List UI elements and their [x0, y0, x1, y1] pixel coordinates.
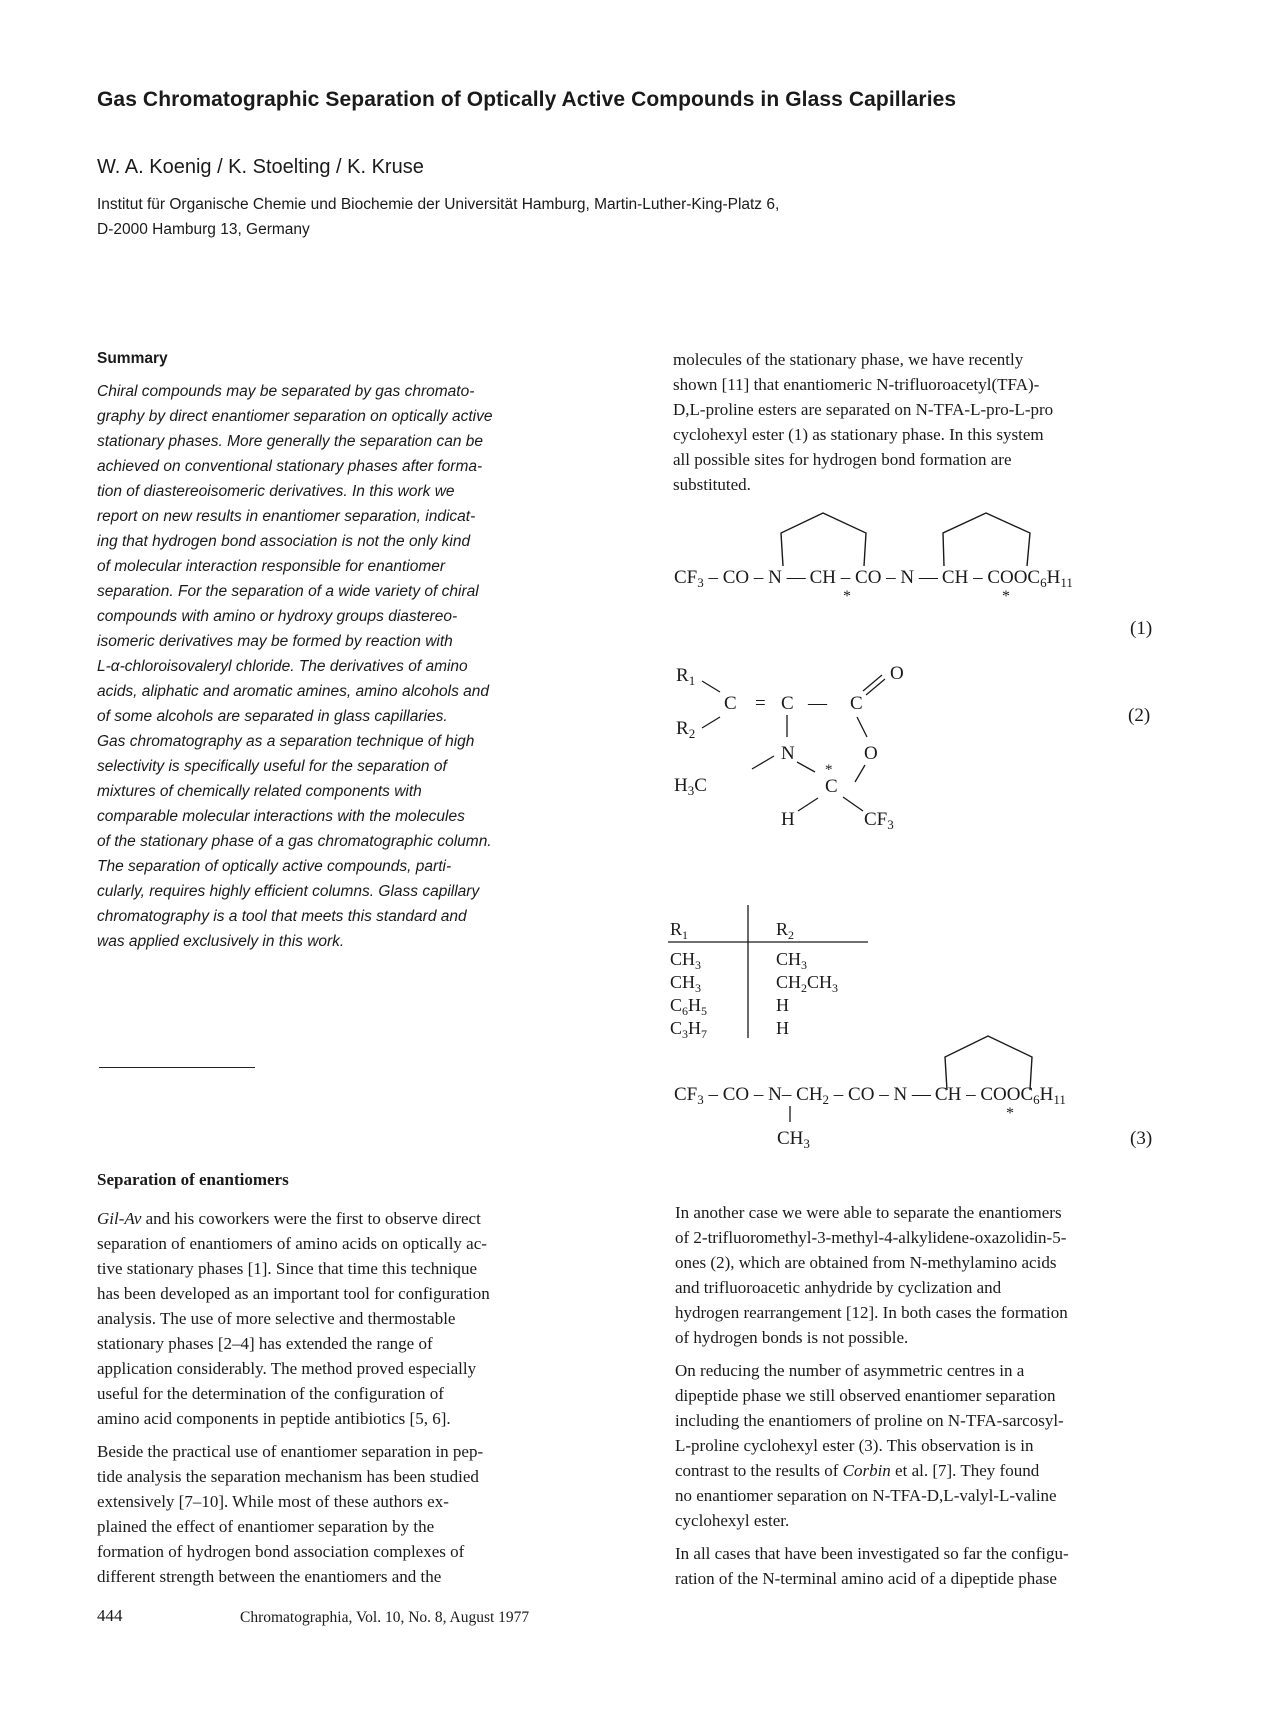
- chiral-star: *: [843, 588, 851, 605]
- body-line: all possible sites for hydrogen bond formation are: [673, 450, 1012, 469]
- body-line: Beside the practical use of enantiomer separation in pep-: [97, 1442, 484, 1461]
- body-line: has been developed as an important tool for configuration: [97, 1284, 490, 1303]
- single-bond: —: [808, 693, 827, 714]
- body-line: of hydrogen bonds is not possible.: [675, 1328, 909, 1347]
- summary-line: mixtures of chemically related components with: [97, 783, 422, 800]
- author-name-italic: Corbin: [842, 1461, 891, 1480]
- structural-formula-2: [660, 655, 1180, 835]
- chiral-star: *: [1006, 1105, 1014, 1122]
- affiliation-line-1: Institut für Organische Chemie und Biochemie der Universität Hamburg, Martin-Luther-King-Platz 6,: [97, 196, 780, 213]
- left-column-body: [97, 1206, 490, 1589]
- structural-formula-3: [660, 1030, 1180, 1180]
- body-line: shown [11] that enantiomeric N-trifluoroacetyl(TFA)-: [673, 375, 1040, 394]
- summary-line: Gas chromatography as a separation technique of high: [97, 733, 475, 750]
- summary-line: selectivity is specifically useful for the separation of: [97, 758, 447, 775]
- chiral-star: *: [825, 762, 833, 778]
- body-line: dipeptide phase we still observed enantiomer separation: [675, 1386, 1056, 1405]
- body-line: of 2-trifluoromethyl-3-methyl-4-alkylidene-oxazolidin-5-: [675, 1228, 1067, 1247]
- structural-formula-1: [660, 505, 1180, 645]
- body-line-rest: and his coworkers were the first to observe direct: [141, 1209, 481, 1228]
- compound-label-3: (3): [1130, 1128, 1153, 1149]
- summary-line: isomeric derivatives may be formed by reaction with: [97, 633, 453, 650]
- summary-line: of some alcohols are separated in glass capillaries.: [97, 708, 448, 725]
- summary-line: achieved on conventional stationary phases after forma-: [97, 458, 483, 475]
- summary-line: comparable molecular interactions with the molecules: [97, 808, 465, 825]
- body-line: cyclohexyl ester (1) as stationary phase. In this system: [673, 425, 1044, 444]
- summary-line: L-α-chloroisovaleryl chloride. The derivatives of amino: [97, 658, 468, 675]
- table-cell-r2: $CH_3$: [776, 949, 808, 972]
- n-methyl-label: $CH_3$: [777, 1128, 810, 1151]
- journal-citation: Chromatographia, Vol. 10, No. 8, August 1977: [240, 1609, 530, 1626]
- body-line: formation of hydrogen bond association complexes of: [97, 1542, 465, 1561]
- compound-label-2: (2): [1128, 705, 1151, 726]
- body-line: no enantiomer separation on N-TFA-D,L-valyl-L-valine: [675, 1486, 1057, 1505]
- table-cell-r1: $CH_3$: [670, 949, 702, 972]
- page-number: 444: [97, 1606, 123, 1625]
- body-line: and trifluoroacetic anhydride by cyclization and: [675, 1278, 1002, 1297]
- summary-line: cularly, requires highly efficient columns. Glass capillary: [97, 883, 480, 900]
- body-line: amino acid components in peptide antibiotics [5, 6].: [97, 1409, 451, 1428]
- body-line: useful for the determination of the configuration of: [97, 1384, 444, 1403]
- atom-c: C: [724, 693, 737, 714]
- body-line: hydrogen rearrangement [12]. In both cases the formation: [675, 1303, 1068, 1322]
- header-r2: $R_2$: [776, 919, 795, 942]
- summary-line: stationary phases. More generally the separation can be: [97, 433, 484, 450]
- table-header: [670, 919, 794, 942]
- table-cell-r1: $C_6H_5$: [670, 995, 708, 1018]
- body-line: separation of enantiomers of amino acids on optically ac-: [97, 1234, 487, 1253]
- atom-c: C: [781, 693, 794, 714]
- body-line: ones (2), which are obtained from N-methylamino acids: [675, 1253, 1057, 1272]
- atom-o: O: [864, 743, 878, 764]
- right-column-top: [673, 347, 1053, 497]
- formula-text: $CF_3$ – CO – N– $CH_2$ – CO – N — CH – $COOC_6H_{11}$: [674, 1084, 1066, 1107]
- pyrrolidine-ring-2: [943, 513, 1030, 566]
- body-line: cyclohexyl ester.: [675, 1511, 790, 1530]
- table-cell-r2: H: [776, 1018, 789, 1038]
- summary-line: compounds with amino or hydroxy groups diastereo-: [97, 608, 458, 625]
- body-line: contrast to the results of Corbin et al. [7]. They found: [675, 1461, 1040, 1480]
- atom-c: C: [850, 693, 863, 714]
- trifluoromethyl-label: $CF_3$: [864, 809, 894, 832]
- summary-line: of molecular interaction responsible for enantiomer: [97, 558, 446, 575]
- pyrrolidine-ring-3: [945, 1036, 1032, 1090]
- substituent-table: [668, 905, 888, 1045]
- summary-line: was applied exclusively in this work.: [97, 933, 345, 950]
- body-line: tide analysis the separation mechanism has been studied: [97, 1467, 479, 1486]
- summary-line: graphy by direct enantiomer separation on optically active: [97, 408, 493, 425]
- double-bond: =: [755, 693, 766, 714]
- r1-label: $R_1$: [676, 665, 696, 688]
- atom-o: O: [890, 663, 904, 684]
- body-line: ration of the N-terminal amino acid of a dipeptide phase: [675, 1569, 1057, 1588]
- paper-title: Gas Chromatographic Separation of Optically Active Compounds in Glass Capillaries: [97, 88, 957, 111]
- body-line: substituted.: [673, 475, 751, 494]
- affiliation-line-2: D-2000 Hamburg 13, Germany: [97, 221, 310, 238]
- methyl-label: $H_3C$: [674, 775, 707, 798]
- body-line: L-proline cyclohexyl ester (3). This observation is in: [675, 1436, 1034, 1455]
- footnote-rule: [99, 1067, 255, 1068]
- body-line: In another case we were able to separate the enantiomers: [675, 1203, 1062, 1222]
- right-column-bottom: [675, 1200, 1069, 1591]
- table-cell-r1: $CH_3$: [670, 972, 702, 995]
- summary-line: acids, aliphatic and aromatic amines, amino alcohols and: [97, 683, 490, 700]
- table-cell-r2: H: [776, 995, 789, 1015]
- r2-label: $R_2$: [676, 718, 696, 741]
- atom-c: C: [825, 776, 838, 797]
- summary-heading: Summary: [97, 350, 168, 367]
- table-cell-r1: $C_3H_7$: [670, 1018, 708, 1041]
- body-line: molecules of the stationary phase, we have recently: [673, 350, 1024, 369]
- pyrrolidine-ring-1: [781, 513, 866, 566]
- body-line: D,L-proline esters are separated on N-TFA-L-pro-L-pro: [673, 400, 1054, 419]
- summary-line: The separation of optically active compounds, parti-: [97, 858, 452, 875]
- summary-line: chromatography is a tool that meets this standard and: [97, 908, 467, 925]
- body-line: application considerably. The method proved especially: [97, 1359, 477, 1378]
- chiral-star: *: [1002, 588, 1010, 605]
- body-line: [97, 1206, 490, 1231]
- table-body: [670, 949, 838, 1041]
- atom-n: N: [781, 743, 795, 764]
- atom-h: H: [781, 809, 795, 830]
- summary-line: report on new results in enantiomer separation, indicat-: [97, 508, 476, 525]
- summary-line: ing that hydrogen bond association is not the only kind: [97, 533, 471, 550]
- author-list: W. A. Koenig / K. Stoelting / K. Kruse: [97, 156, 424, 178]
- body-line: different strength between the enantiomers and the: [97, 1567, 442, 1586]
- body-line: extensively [7–10]. While most of these authors ex-: [97, 1492, 449, 1511]
- body-line: On reducing the number of asymmetric centres in a: [675, 1361, 1025, 1380]
- body-line: In all cases that have been investigated so far the configu-: [675, 1544, 1069, 1563]
- body-line: tive stationary phases [1]. Since that time this technique: [97, 1259, 478, 1278]
- header-r1: $R_1$: [670, 919, 689, 942]
- summary-text: [97, 379, 617, 954]
- summary-line: separation. For the separation of a wide variety of chiral: [97, 583, 479, 600]
- author-name-italic: Gil-Av: [97, 1209, 142, 1228]
- table-cell-r2: $CH_2CH_3$: [776, 972, 839, 995]
- summary-line: of the stationary phase of a gas chromatographic column.: [97, 833, 492, 850]
- compound-label-1: (1): [1130, 618, 1153, 639]
- section-heading: Separation of enantiomers: [97, 1170, 289, 1189]
- formula-text: $CF_3$ – CO – N — CH – CO – N — CH – $COOC_6H_{11}$: [674, 567, 1073, 590]
- summary-line: Chiral compounds may be separated by gas chromato-: [97, 383, 475, 400]
- body-line: plained the effect of enantiomer separation by the: [97, 1517, 435, 1536]
- body-line: stationary phases [2–4] has extended the range of: [97, 1334, 433, 1353]
- body-line: analysis. The use of more selective and thermostable: [97, 1309, 456, 1328]
- body-line: including the enantiomers of proline on N-TFA-sarcosyl-: [675, 1411, 1064, 1430]
- summary-line: tion of diastereoisomeric derivatives. In this work we: [97, 483, 455, 500]
